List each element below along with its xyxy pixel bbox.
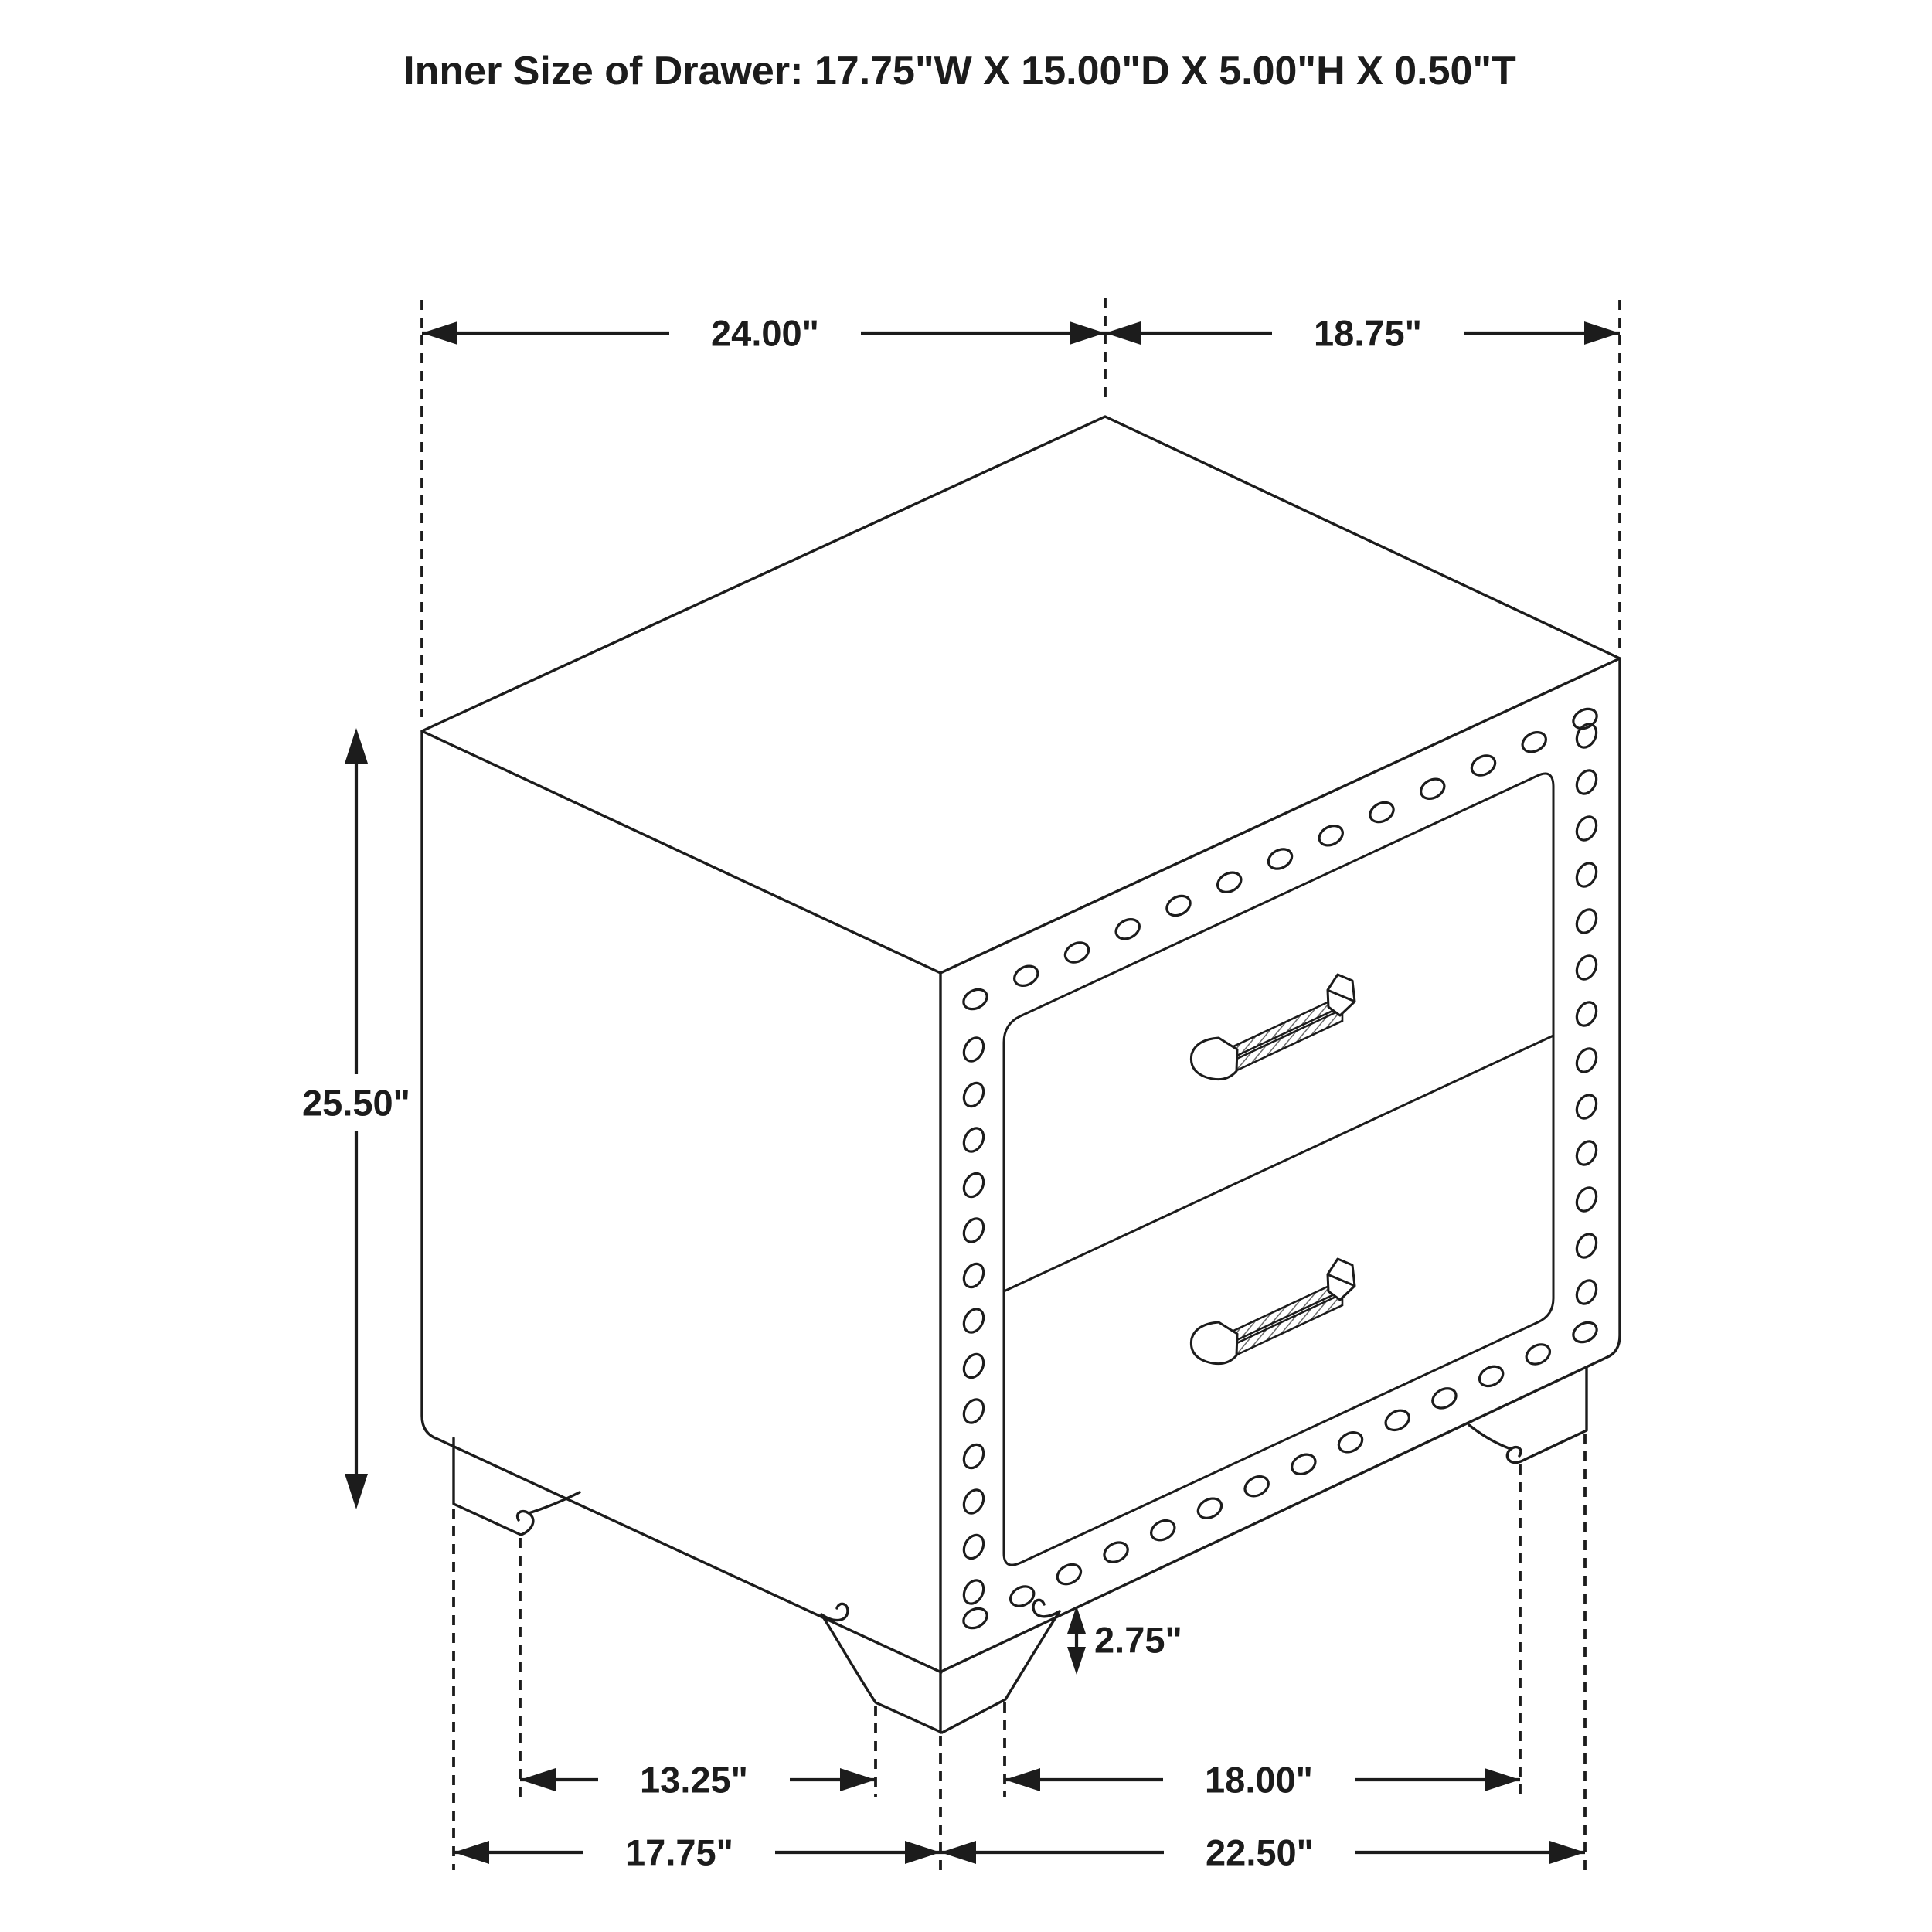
label-overall-height: 25.50" <box>302 1082 410 1124</box>
label-leg-height: 2.75" <box>1094 1619 1182 1661</box>
label-base-front-width: 17.75" <box>625 1832 733 1873</box>
label-top-depth: 18.75" <box>1314 312 1422 354</box>
handle-left-cap <box>1191 1038 1237 1080</box>
diagram-title: Inner Size of Drawer: 17.75"W X 15.00"D X 5.00"H X 0.50"T <box>403 49 1516 94</box>
label-side-leg-spacing: 18.00" <box>1205 1759 1313 1801</box>
label-base-side-depth: 22.50" <box>1206 1832 1314 1873</box>
label-top-width: 24.00" <box>711 312 819 354</box>
label-front-leg-spacing: 13.25" <box>640 1759 748 1801</box>
